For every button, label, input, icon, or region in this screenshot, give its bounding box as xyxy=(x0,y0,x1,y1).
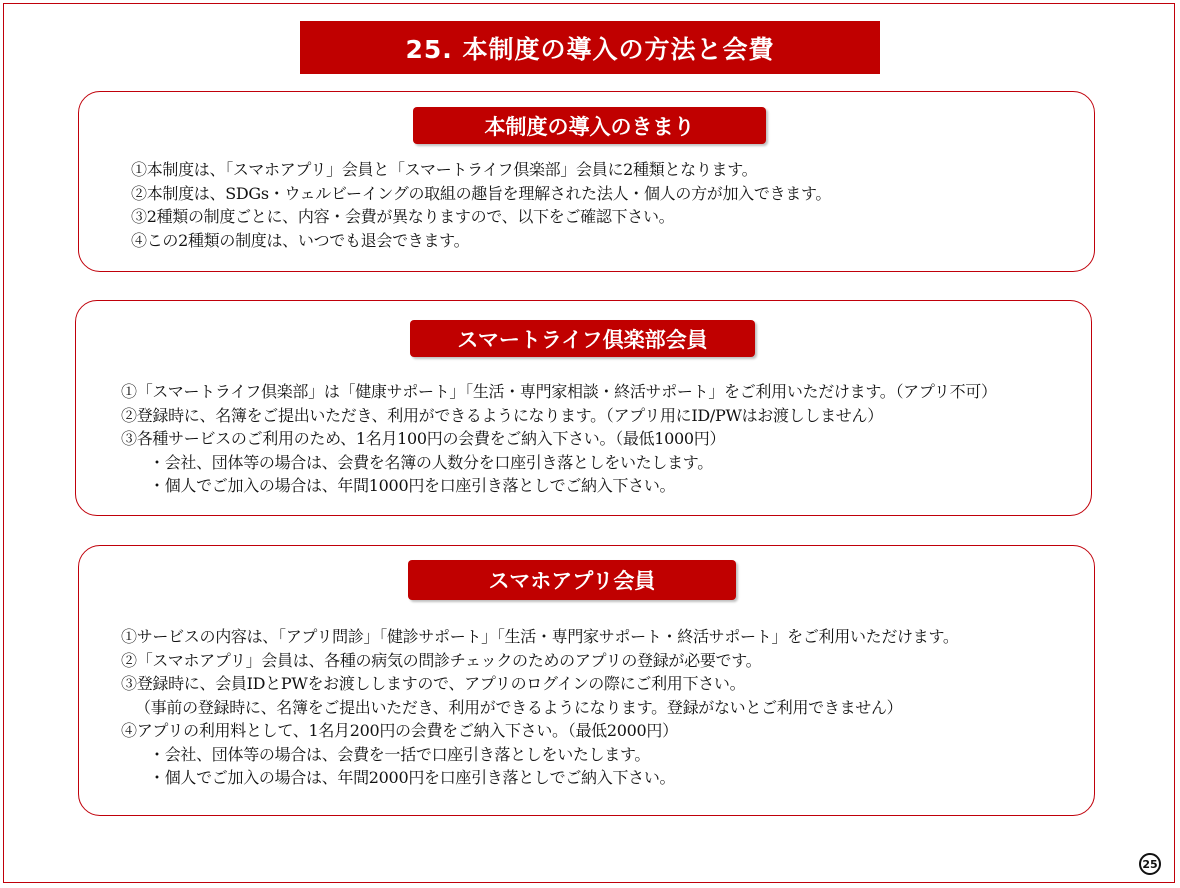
app-item: ④アプリの利用料として、1名月200円の会費をご納入下さい。（最低2000円） xyxy=(121,721,678,740)
app-list xyxy=(121,625,959,790)
smartlife-list xyxy=(121,380,997,498)
app-heading: スマホアプリ会員 xyxy=(408,560,736,600)
app-subitem: ・個人でご加入の場合は、年間2000円を口座引き落としでご納入下さい。 xyxy=(149,768,676,787)
smartlife-item: ②登録時に、名簿をご提出いただき、利用ができるようになります。（アプリ用にID/PWはお渡ししません） xyxy=(121,405,883,425)
app-item: ①サービスの内容は、「アプリ問診」「健診サポート」「生活・専門家サポート・終活サポート」をご利用いただけます。 xyxy=(121,627,959,646)
smartlife-heading: スマートライフ倶楽部会員 xyxy=(410,320,755,357)
page-number: 25 xyxy=(1139,853,1161,875)
rules-heading: 本制度の導入のきまり xyxy=(413,107,766,144)
smartlife-subitem: ・個人でご加入の場合は、年間1000円を口座引き落としでご納入下さい。 xyxy=(149,476,676,495)
app-item: ③登録時に、会員IDとPWをお渡ししますので、アプリのログインの際にご利用下さい。 xyxy=(121,674,746,693)
smartlife-item: ①「スマートライフ倶楽部」は「健康サポート」「生活・専門家相談・終活サポート」をご利用いただけます。（アプリ不可） xyxy=(121,382,997,401)
app-note: （事前の登録時に、名簿をご提出いただき、利用ができるようになります。登録がないとご利用できません） xyxy=(135,697,903,717)
smartlife-subitem: ・会社、団体等の場合は、会費を名簿の人数分を口座引き落としをいたします。 xyxy=(149,452,713,472)
rules-item: ②本制度は、SDGs・ウェルビーイングの取組の趣旨を理解された法人・個人の方が加入できます。 xyxy=(131,183,832,203)
smartlife-item: ③各種サービスのご利用のため、1名月100円の会費をご納入下さい。（最低1000円） xyxy=(121,429,726,448)
rules-item: ③2種類の制度ごとに、内容・会費が異なりますので、以下をご確認下さい。 xyxy=(131,207,675,226)
rules-item: ④この2種類の制度は、いつでも退会できます。 xyxy=(131,230,470,250)
page-title: 25. 本制度の導入の方法と会費 xyxy=(300,21,880,74)
rules-list xyxy=(131,158,831,252)
app-subitem: ・会社、団体等の場合は、会費を一括で口座引き落としをいたします。 xyxy=(149,744,651,764)
app-item: ②「スマホアプリ」会員は、各種の病気の問診チェックのためのアプリの登録が必要です。 xyxy=(121,650,762,670)
rules-item: ①本制度は、「スマホアプリ」会員と「スマートライフ倶楽部」会員に2種類となります。 xyxy=(131,160,758,179)
